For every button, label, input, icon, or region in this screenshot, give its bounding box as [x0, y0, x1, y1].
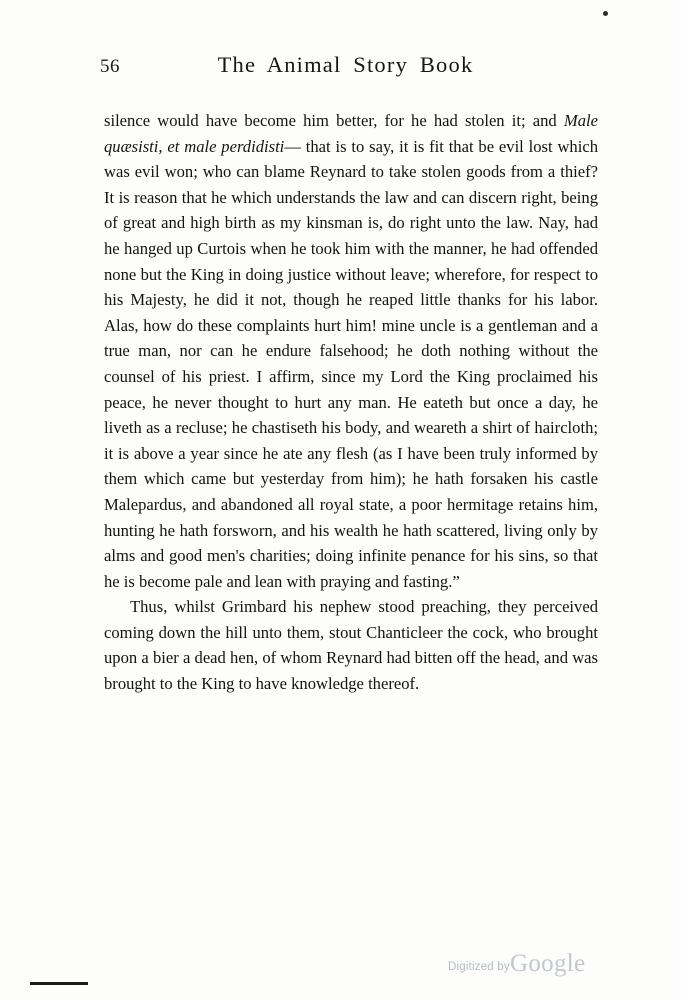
page-body-text — [104, 108, 598, 697]
text-run: silence would have become him better, for he had stolen it; and — [104, 111, 564, 130]
scan-artifact-dot — [603, 11, 608, 16]
latin-phrase: Male quæsisti, et male perdidisti — [104, 111, 598, 156]
running-title: The Animal Story Book — [217, 52, 474, 77]
google-logo-text: Google — [510, 950, 586, 977]
page-number: 56 — [100, 56, 120, 77]
text-run: Thus, whilst Grimbard his nephew stood preaching, they perceived coming down the hill unto them, stout Chanticleer the cock, who brought upon a bier a dead hen, of whom Reynard had bitten off the head, and was brought to the King to have knowledge thereof. — [104, 597, 598, 694]
watermark-prefix: Digitized by — [448, 961, 510, 973]
page-header — [100, 52, 591, 82]
bottom-edge-mark — [30, 982, 88, 985]
text-run: — that is to say, it is fit that be evil lost which was evil won; who can blame Reynard to take stolen goods from a thief? It is reason that he which understands the law and can discern right, being of great and high birth as my kinsman is, do right unto the law. Nay, had he hanged up Curtois when he took him with the manner, he had offended none but the King in doing justice without leave; wherefore, for respect to his Majesty, he did it not, though he reaped little thanks for his labor. Alas, how do these complaints hurt him! mine uncle is a gentleman and a true man, nor can he endure falsehood; he doth nothing without the counsel of his priest. I affirm, since my Lord the King proclaimed his peace, he never thought to hurt any man. He eateth but once a day, he liveth as a recluse; he chastiseth his body, and weareth a shirt of haircloth; it is above a year since he ate any flesh (as I have been truly informed by them which came but yesterday from him); he hath forsaken his castle Malepardus, and abandoned all royal state, a poor hermitage retains him, hunting he hath forsworn, and his wealth he hath scattered, living only by alms and good men's charities; doing infinite penance for his sins, so that he is become pale and lean with praying and fasting.” — [104, 136, 598, 591]
body-paragraph — [104, 108, 598, 594]
digitized-watermark — [448, 950, 648, 982]
body-paragraph — [104, 594, 598, 696]
